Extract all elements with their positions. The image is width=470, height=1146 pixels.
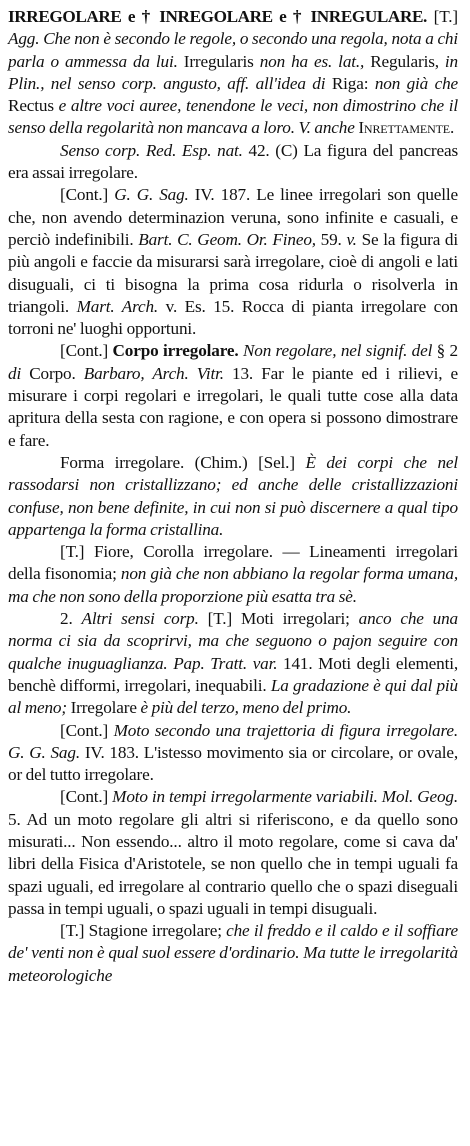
phrase: Stagione irregolare; [88, 921, 222, 941]
quotation: Le linee irregolari son quelle che, non avendo determinazion veruna, sono infinite e casuali, e perciò indefinibili. [8, 185, 459, 249]
subheadword: Corpo irregolare. [112, 341, 239, 361]
definition: Moto in tempi irregolarmente variabili. Mol. Geog. [112, 787, 458, 807]
sense-paragraph-3 [8, 340, 458, 451]
cross-reference: Corpo. [29, 363, 76, 383]
etymology-word: Riga: [331, 73, 369, 93]
source-citation: Senso corp. Red. Esp. nat. [60, 140, 243, 160]
citation-number: IV. 187. [194, 185, 251, 205]
etymology-word-2: Rectus [8, 96, 54, 116]
cont-tag: [Cont.] [60, 185, 109, 205]
t-tag: [T.] [60, 542, 85, 562]
sense-paragraph-2 [8, 184, 458, 340]
cont-tag: [Cont.] [60, 341, 109, 361]
source-citation-3: Mart. Arch. [76, 296, 159, 316]
entry-tag: [T.] [433, 7, 458, 26]
definition: Che non è secondo le regole, o secondo una regola, nota a chi parla o ammessa da lui. [8, 29, 458, 71]
phrase: Moti irregolari; [240, 609, 350, 629]
etymology-latin-2: Regularis, [370, 51, 439, 71]
phrase: Forma irregolare. (Chim.) [Sel.] [60, 452, 295, 472]
quotation: Far le piante ed i rilievi, e misurare i corpi regolari e irregolari, le quali tutte cose alla data apritura della sesta con ragione, e con opera si possono dimostrare e fare. [8, 363, 458, 450]
etymology-latin: Irregularis [183, 51, 254, 71]
citation-tag: (C) [275, 140, 298, 160]
cont-tag: [Cont.] [60, 787, 109, 807]
part-of-speech: Agg. [8, 29, 40, 49]
sense-paragraph-5 [8, 541, 458, 608]
citation-number: IV. 183. [84, 742, 139, 762]
citation-number: 13. [232, 363, 254, 383]
definition: Moto secondo una trajettoria di figura irregolare. G. G. Sag. [8, 720, 458, 762]
cont-tag: [Cont.] [60, 720, 109, 740]
definition-connector: di [8, 363, 22, 383]
cross-reference: Inrettamente. [358, 118, 455, 138]
gradation-note-2: è più del terzo, meno del primo. [140, 698, 352, 718]
phrase: Fiore, Corolla irregolare. — Lineamenti irregolari della fisonomia; [8, 542, 458, 584]
etymology-note-2: in Plin., nel senso corp. angusto, aff. all'idea di [8, 51, 458, 93]
citation-number-3: v. Es. 15. [165, 296, 235, 316]
etymology-note: non ha es. lat., [259, 51, 365, 71]
definition: anco che una norma ci sia da scoprirvi, ma che seguono o pajon seguire con qualche inuguaglianza. [8, 609, 458, 673]
phrase-2: Irregolare [70, 698, 137, 718]
quotation: Moti degli elementi, benchè difformi, irregolari, inequabili. [8, 653, 459, 695]
source-citation: Pap. Tratt. var. [173, 653, 278, 673]
citation-verso: v. [346, 229, 357, 249]
quotation-2: Se la figura di più angoli e faccie da misurarsi sarà irregolare, cioè di angoli e lati disuguali, ci ti bisogna la prima cosa ridurla o risolverla in triangoli. [8, 229, 458, 316]
etymology-note-4: e altre voci auree, tenendone le veci, non dimostrino che il senso della regolarità non mancava a loro. V. anche [8, 96, 458, 138]
sense-paragraph-4 [8, 452, 458, 541]
definition: È dei corpi che nel rassodarsi non cristallizzano; ed anche delle cristallizzazioni confuse, non bene definite, in cui non si può discernere a qual tipo appartenga la forma cristallina. [8, 452, 458, 539]
citation-number-2: 59. [320, 229, 342, 249]
sense-paragraph-9 [8, 920, 458, 987]
quotation-3: Rocca di pianta irregolare con torroni ne' luoghi opportuni. [8, 296, 458, 339]
t-tag: [T.] [60, 921, 85, 941]
sense-number: 2. [60, 609, 73, 629]
sense-label: Altri sensi corp. [81, 609, 199, 629]
gradation-note: La gradazione è qui dal più al meno; [8, 675, 458, 718]
t-tag: [T.] [207, 609, 233, 629]
sense-paragraph-1 [8, 140, 458, 185]
sense-paragraph-8 [8, 786, 458, 920]
sense-paragraph-7 [8, 720, 458, 787]
source-citation-2: Bart. C. Geom. Or. Fineo, [138, 229, 316, 249]
headword: IRREGOLARE e † INREGOLARE e † INREGULARE. [8, 7, 427, 26]
quotation: L'istesso movimento sia or circolare, or ovale, or del tutto irregolare. [8, 742, 459, 785]
quotation: Ad un moto regolare gli altri si riferiscono, e da quello sono misurati... Non essendo... altro il moto regolare, come si cava da' libri della Fisica d'Aristotele, se non quello che in tempi uguali fa spazi uguali, ed irregolare al contrario quello che o spazi diseguali passa in tempi uguali, o spazi uguali in tempi disuguali. [8, 809, 458, 918]
source-citation: Barbaro, Arch. Vitr. [83, 363, 224, 383]
definition: che il freddo e il caldo e il soffiare de' venti non è qual suol essere d'ordinario. Ma tutte le irregolarità meteorologiche [8, 921, 458, 985]
citation-number: 5. [8, 809, 21, 829]
section-ref: § 2 [436, 341, 458, 361]
definition: non già che non abbiano la regolar forma umana, ma che non sono della proporzione più esatta tra sè. [8, 564, 458, 606]
quotation: La figura del pancreas era assai irregolare. [8, 140, 458, 183]
citation-number: 42. [248, 140, 270, 160]
entry-heading-paragraph [8, 6, 458, 140]
sense-paragraph-6 [8, 608, 458, 719]
citation-number: 141. [283, 653, 313, 673]
source-citation: G. G. Sag. [114, 185, 189, 205]
definition: Non regolare, nel signif. del [242, 341, 433, 361]
etymology-note-3: non già che [374, 73, 459, 93]
